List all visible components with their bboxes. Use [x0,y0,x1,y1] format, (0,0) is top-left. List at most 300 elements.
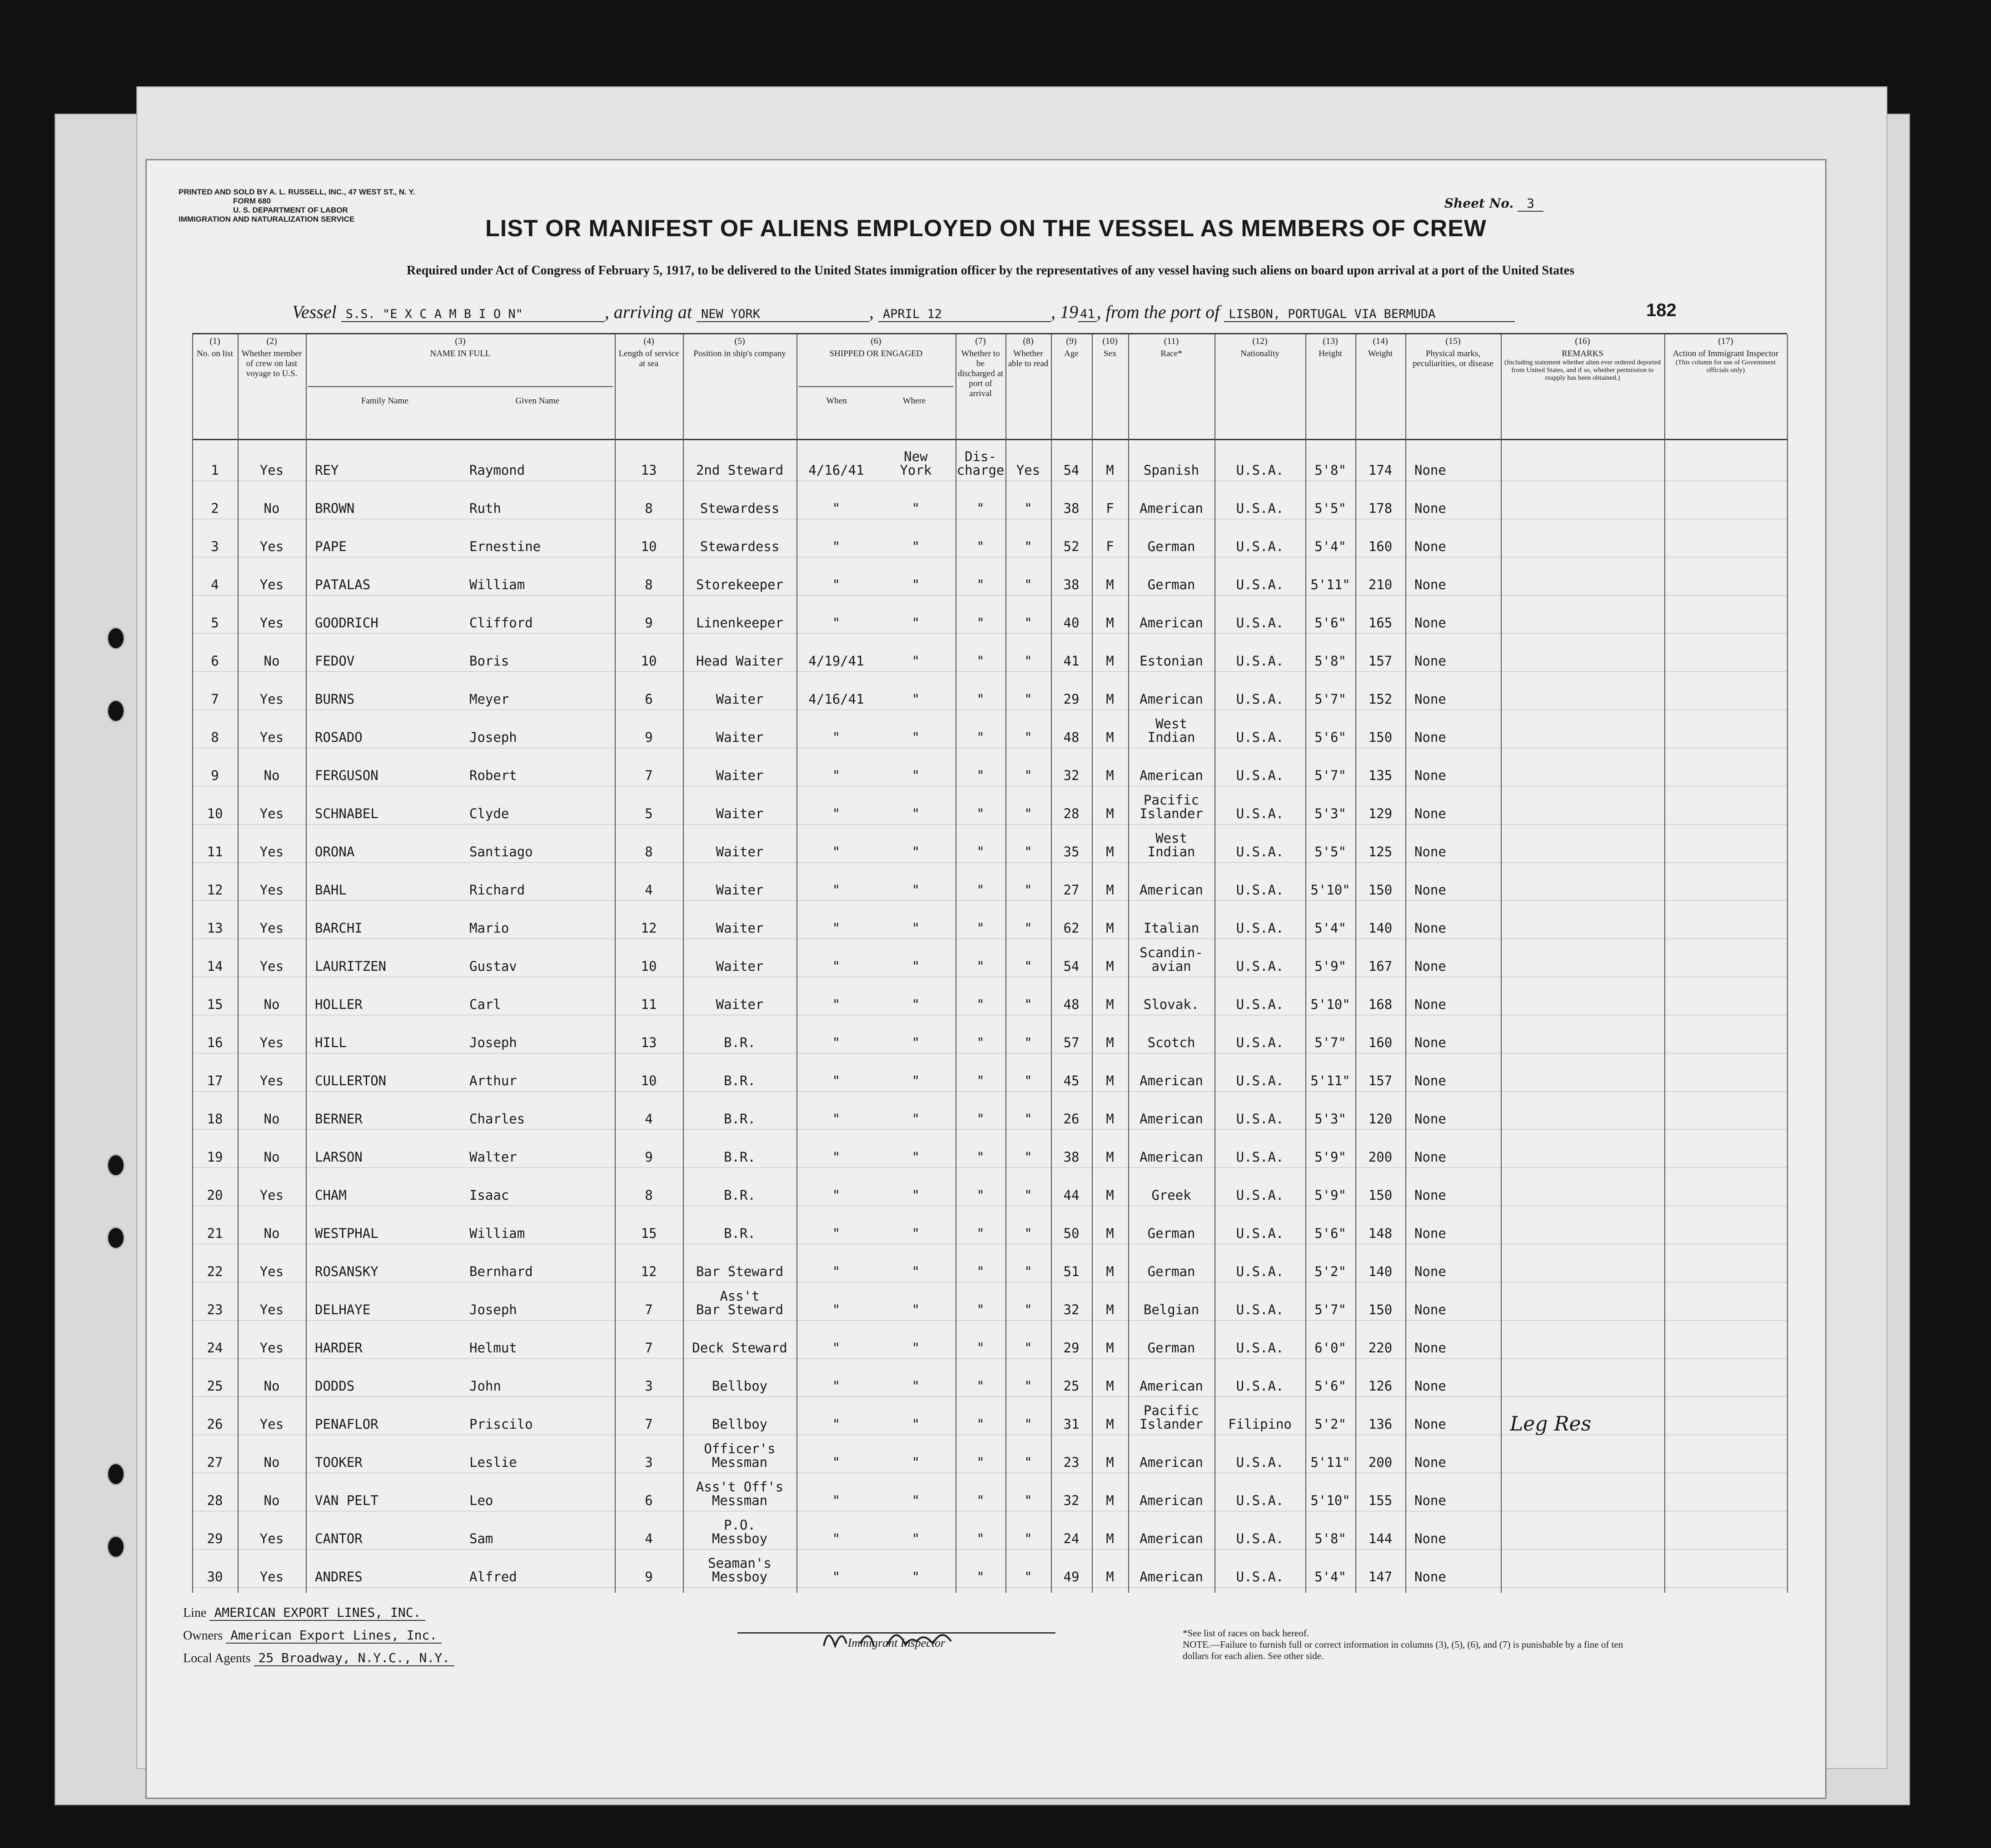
physical-marks-value: None [1414,1035,1446,1050]
physical-marks [1405,1436,1501,1473]
age-value: 29 [1063,1340,1080,1356]
races-note: *See list of races on back hereof. [1183,1628,1309,1639]
column-label: REMARKS [1562,349,1603,358]
row-number [192,1130,238,1167]
given-name-value: Alfred [469,1569,517,1585]
sea-service-value: 10 [641,959,657,974]
sea-service [615,1283,683,1320]
vessel-label: Vessel [292,302,337,322]
able-to-read-value: " [1024,1226,1032,1241]
height-value: 5'4" [1314,1569,1346,1585]
race [1128,1168,1215,1206]
age [1051,863,1092,900]
column-number: (14) [1373,336,1388,346]
age-value: 49 [1063,1569,1080,1585]
given-name [460,901,615,939]
able-to-read [1005,710,1051,748]
shipped-where [876,1130,956,1167]
shipped-where-value: " [911,1187,920,1203]
position-value: B.R. [724,1226,756,1241]
shipped-when [796,1207,876,1244]
physical-marks [1405,901,1501,939]
discharge-value: " [976,653,985,669]
row-number-value: 1 [211,462,219,478]
sex [1092,710,1128,748]
remarks [1501,520,1664,557]
age [1051,558,1092,595]
shipped-when-value: " [832,920,841,936]
remarks [1501,1016,1664,1053]
able-to-read-value: " [1024,768,1032,783]
discharge-value: " [976,997,985,1012]
table-row [192,1245,1787,1282]
race-value: West Indian [1147,716,1195,745]
row-number-value: 29 [207,1531,223,1546]
column-header [1215,334,1305,439]
remarks [1501,1092,1664,1129]
last-voyage [238,1016,306,1053]
sea-service-value: 3 [645,1378,653,1394]
sea-service-value: 10 [641,539,657,554]
sheet-number: 3 [1518,196,1543,212]
physical-marks-value: None [1414,1187,1446,1203]
nationality-value: U.S.A. [1236,806,1284,821]
shipped-when-value: " [832,1073,841,1088]
race [1128,825,1215,862]
column-label: Nationality [1240,349,1279,358]
height-value: 5'7" [1314,1035,1346,1050]
discharge [956,634,1005,671]
race [1128,520,1215,557]
able-to-read [1005,1168,1051,1206]
sex-value: M [1106,1264,1114,1279]
sea-service-value: 3 [645,1455,653,1470]
family-name-value: ANDRES [315,1569,363,1585]
row-number-value: 6 [211,653,219,669]
age-value: 31 [1063,1416,1080,1432]
sea-service [615,634,683,671]
last-voyage-value: Yes [259,730,284,745]
height [1305,863,1355,900]
given-name-value: Sam [469,1531,493,1546]
shipped-where [876,863,956,900]
sex [1092,1130,1128,1167]
age [1051,443,1092,481]
sex [1092,634,1128,671]
family-name [306,1550,460,1587]
sex-value: M [1106,1073,1114,1088]
sex-value: M [1106,1455,1114,1470]
given-name [460,443,615,481]
sea-service-value: 4 [645,882,653,898]
physical-marks-value: None [1414,1226,1446,1241]
physical-marks-value: None [1414,1493,1446,1508]
remarks [1501,596,1664,633]
table-header [192,334,1787,440]
shipped-where [876,710,956,748]
given-name-value: Helmut [469,1340,517,1356]
physical-marks [1405,558,1501,595]
age [1051,710,1092,748]
given-name [460,1054,615,1091]
nationality [1215,482,1305,519]
shipped-when [796,1130,876,1167]
physical-marks [1405,443,1501,481]
last-voyage-value: Yes [259,1073,284,1088]
sex-value: M [1106,806,1114,821]
race [1128,1512,1215,1549]
age [1051,1130,1092,1167]
column-number: (12) [1252,336,1268,346]
row-number-value: 24 [207,1340,223,1356]
age-value: 48 [1063,997,1080,1012]
discharge [956,1321,1005,1358]
last-voyage-value: Yes [259,539,284,554]
family-name-value: TOOKER [315,1455,363,1470]
last-voyage [238,596,306,633]
position [683,863,796,900]
given-name-value: William [469,1226,525,1241]
sea-service [615,978,683,1015]
discharge [956,1550,1005,1587]
table-row [192,1016,1787,1053]
position [683,558,796,595]
binder-hole [107,1154,125,1177]
stamp-number: 182 [1646,300,1677,320]
sex [1092,1283,1128,1320]
last-voyage-value: Yes [259,1302,284,1317]
race-value: German [1147,1226,1195,1241]
physical-marks [1405,520,1501,557]
sea-service [615,749,683,786]
sea-service [615,1359,683,1396]
shipped-where-value: " [911,615,920,631]
height [1305,482,1355,519]
age-value: 51 [1063,1264,1080,1279]
shipped-where-value: " [911,1455,920,1470]
able-to-read [1005,634,1051,671]
agents-field [183,1650,454,1666]
column-label: Whether to be discharged at port of arrival [957,349,1004,398]
given-name [460,1359,615,1396]
from-label: , from the port of [1096,302,1220,322]
discharge [956,1283,1005,1320]
discharge-value: " [976,844,985,859]
given-name [460,1016,615,1053]
sex-value: M [1106,1226,1114,1241]
weight [1355,901,1405,939]
last-voyage-value: Yes [259,844,284,859]
family-name [306,901,460,939]
physical-marks [1405,1359,1501,1396]
sex-value: M [1106,1187,1114,1203]
weight-value: 200 [1368,1149,1393,1165]
column-rule [615,334,616,1593]
height [1305,825,1355,862]
race-value: American [1140,1149,1203,1165]
given-name [460,596,615,633]
physical-marks [1405,1283,1501,1320]
position-value: Waiter [716,691,764,707]
table-row [192,1512,1787,1550]
given-name [460,710,615,748]
nationality-value: U.S.A. [1236,462,1284,478]
race [1128,901,1215,939]
owners-field [183,1628,442,1643]
position-value: Head Waiter [696,653,784,669]
age-value: 45 [1063,1073,1080,1088]
nationality-value: U.S.A. [1236,997,1284,1012]
height [1305,1474,1355,1511]
sea-service [615,1092,683,1129]
column-number: (2) [266,336,277,346]
discharge [956,1092,1005,1129]
column-header [1051,334,1092,439]
shipped-where [876,1207,956,1244]
physical-marks [1405,1016,1501,1053]
family-name [306,1016,460,1053]
given-name [460,749,615,786]
family-name-value: BARCHI [315,920,363,936]
last-voyage-value: No [264,1149,280,1165]
table-row [192,825,1787,863]
column-label: Weight [1368,349,1393,358]
family-name-value: PAPE [315,539,347,554]
family-name-value: LAURITZEN [315,959,387,974]
family-name [306,1092,460,1129]
physical-marks-value: None [1414,501,1446,516]
race-value: American [1140,1493,1203,1508]
race-value: Italian [1143,920,1200,936]
height-value: 5'11" [1310,577,1350,592]
sex-value: M [1106,959,1114,974]
weight [1355,1092,1405,1129]
row-number-value: 8 [211,730,219,745]
weight [1355,1359,1405,1396]
row-number [192,1321,238,1358]
footer-note [1183,1628,1637,1662]
weight [1355,1321,1405,1358]
remarks [1501,558,1664,595]
department-name: U. S. DEPARTMENT OF LABOR [233,206,348,214]
family-name-value: BAHL [315,882,347,898]
physical-marks-value: None [1414,882,1446,898]
position-value: Storekeeper [696,577,784,592]
race-value: Greek [1151,1187,1191,1203]
nationality-value: U.S.A. [1236,577,1284,592]
physical-marks [1405,1130,1501,1167]
sex [1092,939,1128,977]
nationality-value: U.S.A. [1236,1035,1284,1050]
position [683,749,796,786]
physical-marks-value: None [1414,1531,1446,1546]
discharge-value: " [976,959,985,974]
shipped-when [796,1321,876,1358]
race-value: American [1140,1455,1203,1470]
nationality-value: U.S.A. [1236,691,1284,707]
discharge-value: " [976,1531,985,1546]
nationality [1215,749,1305,786]
sex-value: F [1106,539,1114,554]
last-voyage-value: Yes [259,1340,284,1356]
discharge-value: " [976,1187,985,1203]
last-voyage-value: No [264,1226,280,1241]
able-to-read-value: " [1024,1149,1032,1165]
able-to-read [1005,787,1051,824]
race-value: West Indian [1147,830,1195,859]
sex-value: M [1106,615,1114,631]
able-to-read-value: Yes [1016,462,1040,478]
height-value: 5'8" [1314,1531,1346,1546]
age-value: 50 [1063,1226,1080,1241]
race-value: Spanish [1143,462,1200,478]
nationality-value: U.S.A. [1236,1569,1284,1585]
discharge-value: " [976,1569,985,1585]
shipped-where-value: " [911,577,920,592]
family-name [306,596,460,633]
family-name [306,558,460,595]
family-name-value: BERNER [315,1111,363,1127]
table-row [192,1054,1787,1092]
discharge [956,1016,1005,1053]
age [1051,1283,1092,1320]
last-voyage-value: Yes [259,577,284,592]
shipped-where [876,1245,956,1282]
position-value: Waiter [716,806,764,821]
nationality [1215,672,1305,710]
position [683,1016,796,1053]
position [683,1512,796,1549]
sex-value: M [1106,844,1114,859]
row-number-value: 25 [207,1378,223,1394]
position [683,1092,796,1129]
race [1128,1016,1215,1053]
family-name [306,672,460,710]
age-value: 57 [1063,1035,1080,1050]
age-value: 48 [1063,730,1080,745]
last-voyage-value: No [264,1455,280,1470]
position-value: Ass't Off's Messman [696,1479,784,1508]
discharge [956,1245,1005,1282]
sex [1092,1474,1128,1511]
row-number [192,1474,238,1511]
physical-marks-value: None [1414,959,1446,974]
nationality [1215,901,1305,939]
column-label: Race* [1160,349,1182,358]
given-name-value: Meyer [469,691,509,707]
height-value: 5'9" [1314,1187,1346,1203]
given-name-value: Carl [469,997,501,1012]
discharge-value: " [976,1416,985,1432]
family-name [306,520,460,557]
shipped-when [796,1436,876,1473]
able-to-read-value: " [1024,691,1032,707]
sex [1092,520,1128,557]
column-label: Position in ship's company [693,349,786,358]
last-voyage [238,1512,306,1549]
able-to-read-value: " [1024,1187,1032,1203]
race [1128,1054,1215,1091]
physical-marks-value: None [1414,462,1446,478]
remarks [1501,939,1664,977]
column-label: Whether member of crew on last voyage to U.S. [241,349,302,378]
able-to-read [1005,443,1051,481]
column-rule [1128,334,1129,1593]
row-number [192,1397,238,1435]
shipped-when [796,978,876,1015]
nationality-value: U.S.A. [1236,653,1284,669]
row-number [192,1207,238,1244]
column-header [1355,334,1405,439]
height [1305,1168,1355,1206]
given-name-value: Charles [469,1111,525,1127]
age-value: 26 [1063,1111,1080,1127]
shipped-where [876,749,956,786]
age-value: 27 [1063,882,1080,898]
physical-marks [1405,672,1501,710]
physical-marks-value: None [1414,1073,1446,1088]
position-value: Deck Steward [692,1340,787,1356]
nationality-value: U.S.A. [1236,920,1284,936]
position-value: P.O. Messboy [712,1517,768,1546]
row-number-value: 17 [207,1073,223,1088]
shipped-where [876,1359,956,1396]
row-number-value: 9 [211,768,219,783]
race-value: German [1147,1264,1195,1279]
given-name-value: Clyde [469,806,509,821]
position-value: Bellboy [712,1416,768,1432]
race-value: American [1140,1378,1203,1394]
given-name-value: Richard [469,882,525,898]
height [1305,901,1355,939]
height [1305,520,1355,557]
family-name [306,1245,460,1282]
position-value: Waiter [716,882,764,898]
able-to-read [1005,1512,1051,1549]
sex [1092,443,1128,481]
able-to-read-value: " [1024,1340,1032,1356]
family-name-value: ROSADO [315,730,363,745]
discharge [956,443,1005,481]
age-value: 54 [1063,462,1080,478]
physical-marks-value: None [1414,806,1446,821]
able-to-read [1005,1016,1051,1053]
able-to-read-value: " [1024,1035,1032,1050]
weight-value: 220 [1368,1340,1393,1356]
weight-value: 150 [1368,1302,1393,1317]
weight-value: 168 [1368,997,1393,1012]
row-number-value: 12 [207,882,223,898]
nationality-value: U.S.A. [1236,615,1284,631]
position-value: B.R. [724,1111,756,1127]
weight [1355,939,1405,977]
given-name-value: Isaac [469,1187,509,1203]
able-to-read-value: " [1024,653,1032,669]
column-number: (4) [643,336,654,346]
sea-service-value: 13 [641,1035,657,1050]
column-header [683,334,796,439]
shipped-where [876,787,956,824]
physical-marks [1405,634,1501,671]
sea-service [615,1054,683,1091]
height [1305,558,1355,595]
sex [1092,1016,1128,1053]
given-name-value: Leslie [469,1455,517,1470]
shipped-when [796,672,876,710]
race-value: American [1140,615,1203,631]
column-number: (5) [734,336,745,346]
last-voyage-value: Yes [259,806,284,821]
